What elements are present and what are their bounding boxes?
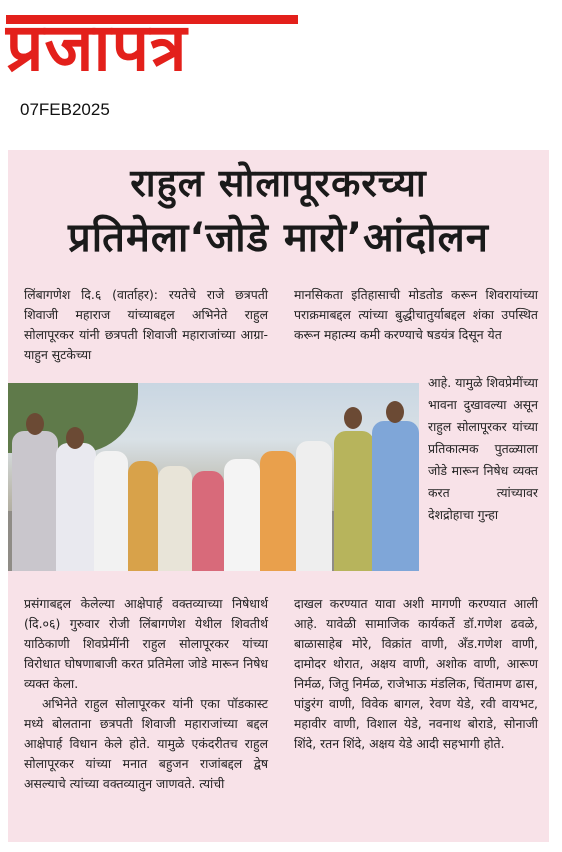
person <box>334 431 374 571</box>
newspaper-masthead: प्रजापत्र <box>6 9 188 86</box>
person <box>224 459 260 571</box>
paragraph: आहे. यामुळे शिवप्रेमींच्या भावना दुखावल्या असून राहुल सोलापूरकर यांच्या प्रतिकात्मक पुतळ्याला जोडे मारून निषेध व्यक्त करत त्यांच्यावर देशद्रोहाचा गुन्हा <box>428 375 538 522</box>
news-clipping <box>8 150 549 842</box>
paragraph: मानसिकता इतिहासाची मोडतोड करून शिवरायांच्या पराक्रमाबद्दल त्यांच्या बुद्धीचातुर्याबद्दल शंका उपस्थित करून महात्म्य कमी करण्याचे षडयंत्र दिसून येत <box>294 287 538 342</box>
person-head <box>386 401 404 423</box>
column-1-bottom <box>24 594 268 794</box>
person <box>296 441 332 571</box>
protest-photo <box>8 383 419 571</box>
column-2-side <box>428 372 538 526</box>
headline-line-2: प्रतिमेला‘जोडे मारो’आंदोलन <box>68 215 489 261</box>
person <box>260 451 296 571</box>
person <box>192 471 224 571</box>
person-head <box>26 413 44 435</box>
person <box>158 466 192 571</box>
person-head <box>344 407 362 429</box>
headline-line-1: राहुल सोलापूरकरच्या <box>130 161 427 205</box>
paragraph: प्रसंगाबद्दल केलेल्या आक्षेपार्ह वक्तव्याच्या निषेधार्थ (दि.०६) गुरुवार रोजी लिंबागणेश येथील शिवतीर्थ याठिकाणी शिवप्रेमींनी राहुल सोलापूरकर यांच्या विरोधात घोषणाबाजी करत प्रतिमेला जोडे मारून निषेध व्यक्त केला. <box>24 596 268 691</box>
column-1-top <box>24 285 268 365</box>
paragraph: दाखल करण्यात यावा अशी मागणी करण्यात आली आहे. यावेळी सामाजिक कार्यकर्ते डॉ.गणेश ढवळे, बाळासाहेब मोरे, विक्रांत वाणी, अँड.गणेश वाणी, दामोदर थोरात, अक्षय वाणी, अशोक वाणी, आरूण निर्मळ, जितु निर्मळ, राजेभाऊ मंडलिक, चिंतामण ढास, पांडुरंग वाणी, विवेक बागल, रेवण येडे, रवी वायभट, महावीर वाणी, विशाल येडे, नवनाथ बोराडे, सोनाजी शिंदे, रतन शिंदे, अक्षय येडे आदी सहभागी होते. <box>294 596 538 751</box>
person <box>128 461 158 571</box>
paragraph: लिंबागणेश दि.६ (वार्ताहर): रयतेचे राजे छत्रपती शिवाजी महाराज यांच्याबद्दल अभिनेते राहुल सोलापूरकर यांनी छत्रपती शिवाजी महाराजांच्या आग्रा-याहुन सुटकेच्या <box>24 287 268 362</box>
person <box>56 443 96 571</box>
paragraph: अभिनेते राहुल सोलापूरकर यांनी एका पॉडकास्ट मध्ये बोलताना छत्रपती शिवाजी महाराजांच्या बद्दल आक्षेपार्ह विधान केले होते. यामुळे एकंदरीतच राहुल सोलापूरकर यांच्या मनात बहुजन राजांबद्दल द्वेष असल्याचे त्यांच्या वक्तव्यातुन जाणवते. त्यांची <box>24 696 268 791</box>
edition-date: 07FEB2025 <box>20 100 110 119</box>
person <box>372 421 419 571</box>
column-2-top <box>294 285 538 345</box>
column-2-bottom <box>294 594 538 754</box>
person-head <box>66 427 84 449</box>
person <box>94 451 128 571</box>
person <box>12 431 58 571</box>
